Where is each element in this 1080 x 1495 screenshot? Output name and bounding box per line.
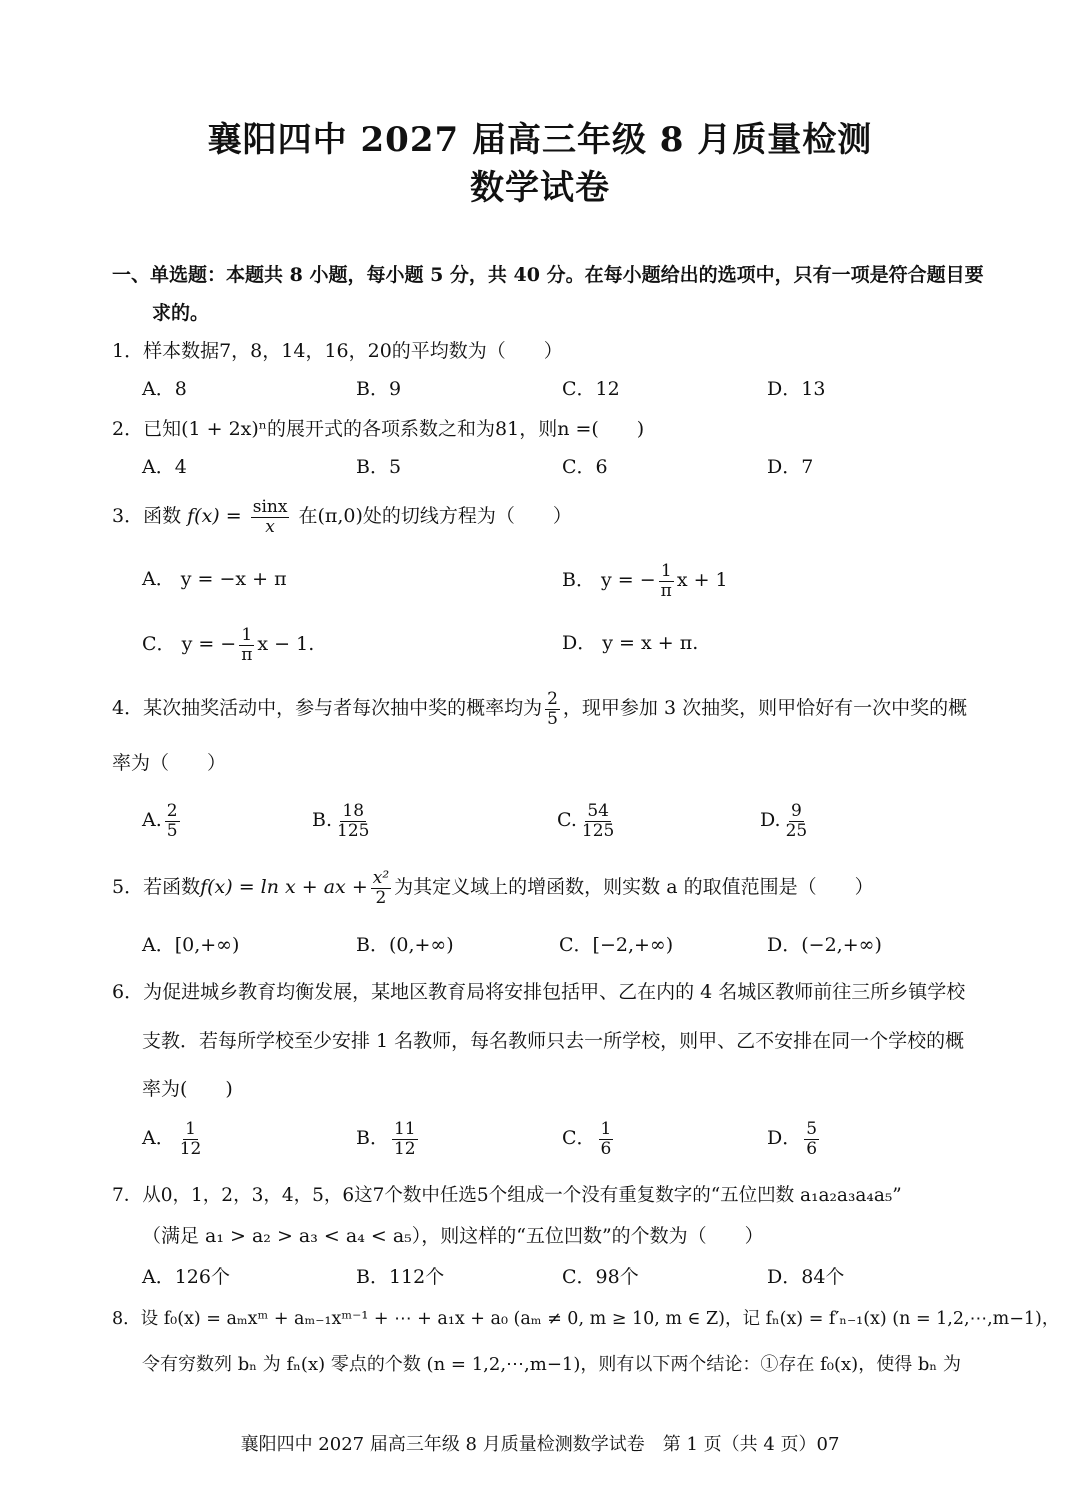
question-8-line1: 8．设 f₀(x) = aₘxᵐ + aₘ₋₁xᵐ⁻¹ + ⋯ + a₁x + a₀ (aₘ ≠ 0, m ≥ 10, m ∈ Z)，记 fₙ(x) = f′ₙ₋₁(x) (n = 1,2,⋯,m−1)， (112, 1309, 1060, 1329)
q3-prefix: 3．函数 (112, 505, 182, 527)
question-8-line2: 令有穷数列 bₙ 为 fₙ(x) 零点的个数 (n = 1,2,⋯,m−1)，则有以下两个结论：①存在 f₀(x)，使得 bₙ 为 (142, 1354, 961, 1375)
q6-option-d-label: D． (767, 1127, 802, 1149)
q1-option-a: A．8 (142, 378, 187, 400)
question-3-text (112, 494, 572, 538)
question-6-line2: 支教．若每所学校至少安排 1 名教师，每名教师只去一所学校，则甲、乙不安排在同一个学校的概 (142, 1030, 965, 1052)
q6-option-d-num: 5 (806, 1118, 818, 1139)
q4-fraction (545, 690, 560, 729)
q6-option-a-den: 12 (179, 1138, 202, 1159)
q3-option-c-prefix: C． y = − (142, 633, 237, 655)
q2-option-b: B．5 (356, 456, 402, 478)
q4-option-c (557, 798, 619, 842)
q5-prefix: 5．若函数 (112, 876, 201, 898)
q6-option-d-fraction (804, 1120, 819, 1159)
q4-option-a-den: 5 (166, 820, 178, 841)
q4-option-a (142, 798, 183, 842)
q6-option-a (142, 1116, 206, 1160)
exam-subtitle: 数学试卷 (470, 168, 610, 208)
q6-option-b (356, 1116, 421, 1160)
q6-option-d (767, 1116, 822, 1160)
q5-fraction (371, 869, 391, 908)
q2-option-c: C．6 (562, 456, 608, 478)
section-heading-line2: 求的。 (152, 302, 210, 324)
q3-fraction-denominator: x (265, 516, 275, 537)
q7-option-a: A．126个 (142, 1266, 230, 1288)
q4-option-b-fraction (335, 802, 371, 841)
q6-option-b-label: B． (356, 1127, 389, 1149)
q4-option-a-label: A. (142, 809, 162, 831)
question-4-line2: 率为（ ） (112, 752, 227, 774)
q4-suffix: ，现甲参加 3 次抽奖，则甲恰好有一次中奖的概 (562, 697, 968, 719)
q5-fraction-num: x² (372, 867, 390, 888)
q6-option-d-den: 6 (806, 1138, 818, 1159)
question-7-line1: 7．从0，1，2，3，4，5，6这7个数中任选5个组成一个没有重复数字的“五位凹数 a₁a₂a₃a₄a₅” (112, 1185, 902, 1206)
q4-option-b-label: B. (312, 809, 333, 831)
q6-option-a-num: 1 (185, 1118, 196, 1139)
q6-option-a-fraction (178, 1120, 204, 1159)
q3-option-c-num: 1 (241, 624, 253, 645)
q3-option-b (562, 560, 728, 601)
q6-option-c-num: 1 (600, 1118, 612, 1139)
q4-option-a-fraction (165, 802, 180, 841)
q2-option-a: A．4 (142, 456, 187, 478)
q3-option-a: A． y = −x + π (142, 568, 287, 590)
q4-option-c-den: 125 (581, 820, 615, 841)
q1-option-d: D．13 (767, 378, 826, 400)
q6-option-c-den: 6 (600, 1138, 612, 1159)
q6-option-b-num: 11 (393, 1118, 416, 1139)
q6-option-b-fraction (392, 1120, 418, 1159)
q3-option-b-suffix: x + 1 (676, 569, 728, 591)
q3-option-c-den: π (241, 644, 253, 665)
q7-option-c: C．98个 (562, 1266, 639, 1288)
q4-option-d-den: 25 (785, 820, 808, 841)
q3-option-c (142, 624, 314, 665)
q2-option-d: D．7 (767, 456, 814, 478)
q4-option-c-num: 54 (587, 800, 609, 821)
q4-option-b (312, 798, 374, 842)
q6-option-c-label: C． (562, 1127, 596, 1149)
q4-option-d (760, 798, 812, 842)
q5-option-d: D．(−2,+∞) (767, 934, 882, 956)
section-heading-line1: 一、单选题：本题共 8 小题，每小题 5 分，共 40 分。在每小题给出的选项中，只有一项是符合题目要 (112, 264, 984, 286)
question-6-line3: 率为( ) (142, 1078, 233, 1100)
q4-option-c-fraction (580, 802, 616, 841)
q4-option-b-den: 125 (337, 820, 370, 841)
q3-option-b-den: π (660, 580, 672, 601)
q3-fraction-numerator: sinx (252, 496, 288, 517)
page-footer: 襄阳四中 2027 届高三年级 8 月质量检测数学试卷 第 1 页（共 4 页）07 (240, 1434, 840, 1455)
q3-option-d: D． y = x + π. (562, 632, 699, 654)
question-7-line2: （满足 a₁ > a₂ > a₃ < a₄ < a₅），则这样的“五位凹数”的个数为（ ） (142, 1225, 764, 1247)
question-6-line1: 6．为促进城乡教育均衡发展，某地区教育局将安排包括甲、乙在内的 4 名城区教师前往三所乡镇学校 (112, 981, 966, 1003)
q4-option-d-label: D. (760, 809, 781, 831)
q3-option-b-num: 1 (660, 560, 672, 581)
q5-option-a: A．[0,+∞) (142, 934, 240, 956)
q3-option-b-prefix: B． y = − (562, 569, 656, 591)
q4-option-d-fraction (784, 802, 810, 841)
q3-function: f(x) = (187, 505, 242, 527)
question-5-text (112, 864, 874, 910)
q4-option-b-num: 18 (342, 800, 365, 821)
q4-prefix: 4．某次抽奖活动中，参与者每次抽中奖的概率均为 (112, 697, 543, 719)
q3-fraction (251, 498, 290, 537)
q6-option-c-fraction (599, 1120, 614, 1159)
q1-option-b: B．9 (356, 378, 402, 400)
q3-suffix: 在(π,0)处的切线方程为（ ） (298, 505, 572, 527)
q4-fraction-den: 5 (547, 708, 558, 729)
q5-fraction-den: 2 (375, 887, 387, 908)
q4-fraction-num: 2 (547, 688, 558, 709)
q3-option-b-fraction (659, 562, 674, 601)
q3-option-c-suffix: x − 1. (257, 633, 315, 655)
q7-option-d: D．84个 (767, 1266, 845, 1288)
q6-option-a-label: A． (142, 1127, 175, 1149)
q4-option-a-num: 2 (166, 800, 178, 821)
q5-suffix: 为其定义域上的增函数，则实数 a 的取值范围是（ ） (394, 876, 874, 898)
q3-option-c-fraction (239, 626, 254, 665)
question-4-line1 (112, 686, 967, 730)
q4-option-d-num: 9 (791, 800, 802, 821)
q6-option-c (562, 1116, 616, 1160)
question-1-text: 1．样本数据7，8，14，16，20的平均数为（ ） (112, 340, 563, 362)
q6-option-b-den: 12 (393, 1138, 416, 1159)
exam-title: 襄阳四中 2027 届高三年级 8 月质量检测 (207, 120, 873, 160)
q1-option-c: C．12 (562, 378, 620, 400)
q7-option-b: B．112个 (356, 1266, 445, 1288)
question-2-text: 2．已知(1 + 2x)ⁿ的展开式的各项系数之和为81，则n =( ) (112, 418, 645, 440)
q5-option-b: B．(0,+∞) (356, 934, 454, 956)
q4-option-c-label: C. (557, 809, 577, 831)
q5-option-c: C．[−2,+∞) (559, 934, 674, 956)
q5-function: f(x) = ln x + ax + (200, 876, 368, 898)
